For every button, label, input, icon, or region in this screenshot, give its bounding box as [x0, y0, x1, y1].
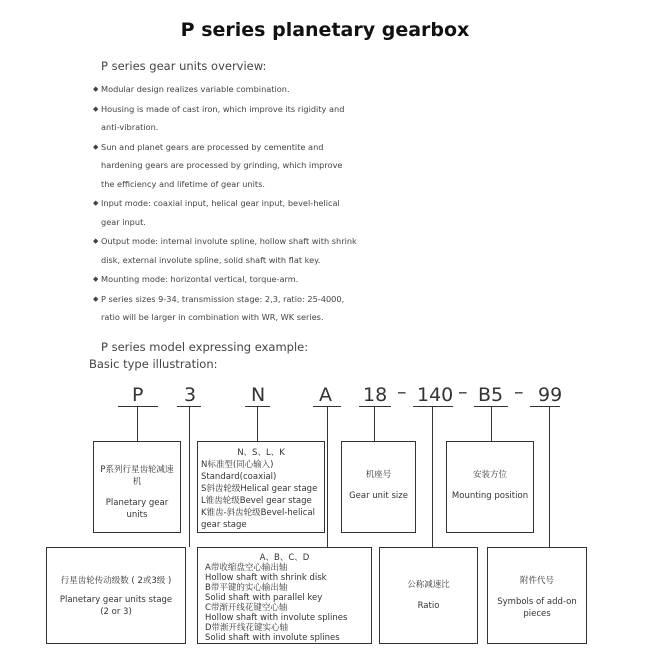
code-size: 18: [363, 384, 388, 406]
code-stage: 3: [184, 384, 197, 406]
list-item: ◆ Modular design realizes variable combination.: [93, 80, 358, 99]
addon-box: 附件代号 Symbols of add-on pieces: [487, 547, 587, 644]
code-dash: –: [458, 381, 468, 403]
code-addon: 99: [538, 384, 563, 406]
connector-line: [491, 406, 492, 441]
underline: [118, 406, 158, 407]
code-ratio: 140: [417, 384, 454, 406]
list-item: ◆ Housing is made of cast iron, which improve its rigidity and anti-vibration.: [93, 100, 358, 137]
connector-line: [549, 406, 550, 547]
diamond-bullet-icon: ◆: [93, 199, 99, 207]
input-mode-box: N、S、L、K N标准型(同心输入) Standard(coaxial) S斜齿轮级Helical gear stage L锥齿轮级Bevel gear stage K锥齿-斜齿轮级Bevel-helical gear stage: [197, 441, 325, 533]
diamond-bullet-icon: ◆: [93, 142, 99, 151]
series-box: P系列行星齿轮减速机 Planetary gear units: [93, 441, 181, 533]
ratio-box: 公称减速比 Ratio: [379, 547, 478, 644]
overview-heading: P series gear units overview:: [101, 59, 267, 73]
underline: [413, 406, 453, 407]
list-item: ◆ Input mode: coaxial input, helical gear input, bevel-helical gear input.: [93, 194, 358, 231]
code-series: P: [132, 384, 144, 406]
example-heading: P series model expressing example:: [101, 340, 309, 354]
output-mode-box: A、B、C、D A带收缩盘空心输出轴 Hollow shaft with shrink disk B带平键的实心输出轴 Solid shaft with parallel key C带渐开线花键空心轴 Hollow shaft with involute splines D带渐开线花键实心轴 Solid shaft with involute splines: [197, 547, 372, 644]
basic-type-heading: Basic type illustration:: [89, 357, 218, 371]
size-box: 机座号 Gear unit size: [341, 441, 416, 533]
diamond-bullet-icon: ◆: [93, 237, 99, 245]
diamond-bullet-icon: ◆: [93, 85, 99, 93]
connector-line: [327, 406, 328, 547]
list-item: ◆ Mounting mode: horizontal vertical, torque-arm.: [93, 270, 358, 289]
connector-line: [189, 406, 190, 547]
underline: [530, 406, 560, 407]
code-output: A: [319, 384, 332, 406]
code-input: N: [251, 384, 266, 406]
list-item: ◆ Output mode: internal involute spline, hollow shaft with shrink disk, external involute spline, solid shaft with flat key.: [93, 232, 358, 269]
connector-line: [137, 406, 138, 441]
overview-list: [93, 80, 358, 328]
mounting-box: 安装方位 Mounting position: [446, 441, 534, 533]
underline: [359, 406, 391, 407]
code-dash: –: [514, 381, 524, 403]
connector-line: [432, 406, 433, 547]
code-mount: B5: [478, 384, 504, 406]
connector-line: [257, 406, 258, 441]
list-item: ◆ Sun and planet gears are processed by cementite and hardening gears are processed by grinding, which improve the efficiency and lifetime of gear units.: [93, 138, 358, 194]
diamond-bullet-icon: ◆: [93, 294, 99, 303]
diamond-bullet-icon: ◆: [93, 104, 99, 113]
diamond-bullet-icon: ◆: [93, 275, 99, 283]
page-title: P series planetary gearbox: [180, 19, 470, 41]
stage-box: 行星齿轮传动级数 ( 2或3级 ) Planetary gear units stage (2 or 3): [46, 547, 186, 644]
code-dash: –: [397, 381, 407, 403]
connector-line: [374, 406, 375, 441]
list-item: ◆ P series sizes 9-34, transmission stage: 2,3, ratio: 25-4000, ratio will be larger in combination with WR, WK series.: [93, 290, 358, 327]
